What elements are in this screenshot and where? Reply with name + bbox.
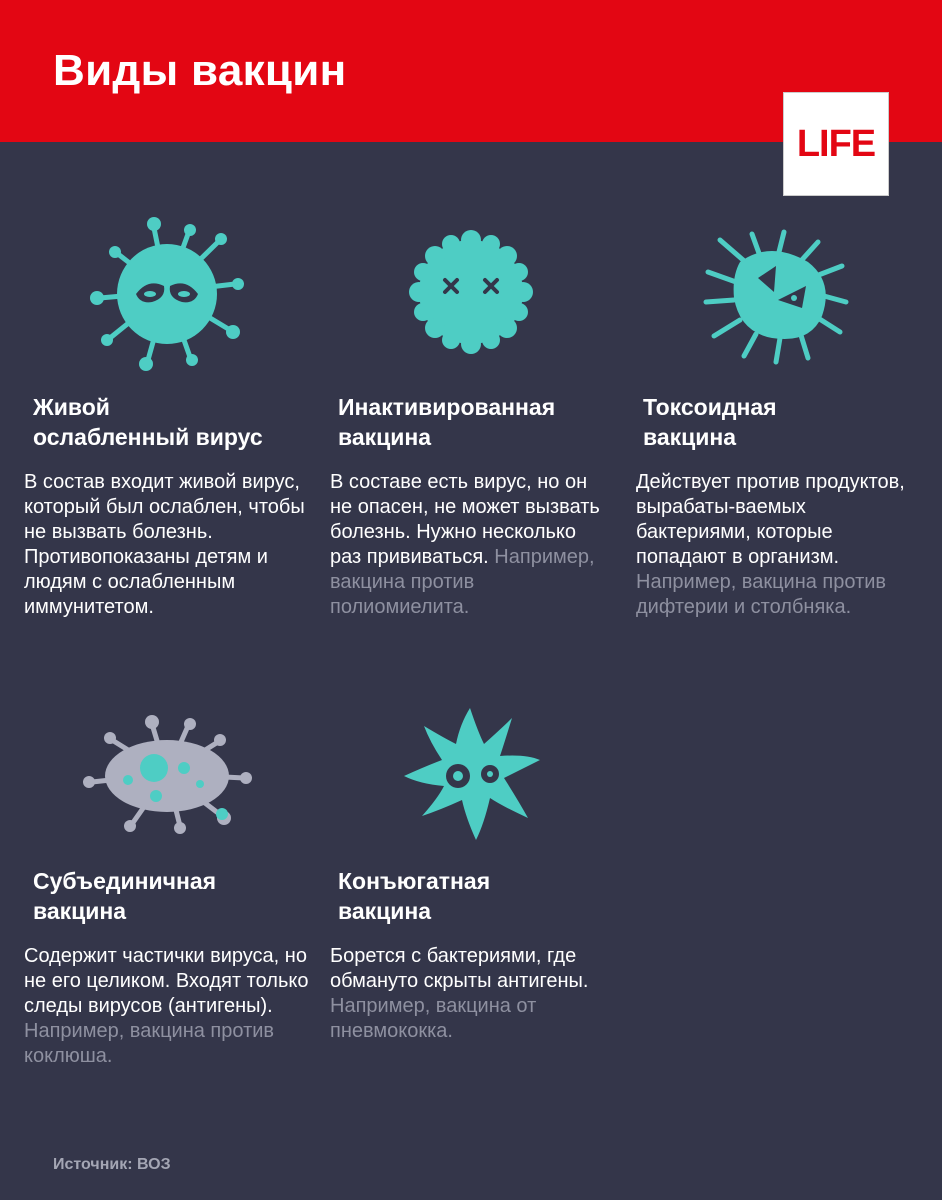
card-desc-live: В состав входит живой вирус, который был ослаблен, чтобы не вызвать болезнь. Противопоказаны детям и людям с ослабленным иммунитетом. (24, 471, 305, 618)
card-title-conjugate: Конъюгатная вакцина (338, 868, 491, 924)
card-desc-toxoid: Действует против продуктов, вырабаты-ваемых бактериями, которые попадают в организм. Например, вакцина против дифтерии и столбняка. (636, 471, 905, 618)
life-logo (783, 92, 889, 196)
card-desc-conjugate: Борется с бактериями, где обмануто скрыты антигены. Например, вакцина от пневмококка. (330, 945, 589, 1042)
virus-inactive-icon (405, 228, 537, 358)
card-example-conjugate: Например, вакцина от пневмококка. (330, 995, 537, 1042)
bacterium-conjugate-icon (400, 704, 542, 842)
card-title-live: Живой ослабленный вирус (33, 394, 263, 450)
card-title-subunit: Субъединичная вакцина (33, 868, 217, 924)
virus-subunit-icon (82, 712, 252, 834)
logo-text: LIFE (796, 122, 876, 165)
card-desc-inactivated: В составе есть вирус, но он не опасен, не может вызвать болезнь. Нужно несколько раз прививаться. Например, вакцина против полиомиелита. (330, 471, 600, 618)
page-title: Виды вакцин (53, 46, 347, 95)
card-example-subunit: Например, вакцина против коклюша. (24, 1020, 275, 1067)
bacterium-toxoid-icon (700, 226, 850, 368)
card-example-inactivated: Например, вакцина против полиомиелита. (330, 546, 595, 618)
card-title-toxoid: Токсоидная вакцина (643, 394, 777, 450)
card-example-toxoid: Например, вакцина против дифтерии и столбняка. (636, 571, 887, 618)
virus-round-icon (90, 212, 244, 372)
source-note: Источник: ВОЗ (53, 1156, 171, 1173)
card-desc-subunit: Содержит частички вируса, но не его целиком. Входят только следы вирусов (антигены). Например, вакцина против коклюша. (24, 945, 309, 1067)
card-title-inactivated: Инактивированная вакцина (338, 394, 556, 450)
